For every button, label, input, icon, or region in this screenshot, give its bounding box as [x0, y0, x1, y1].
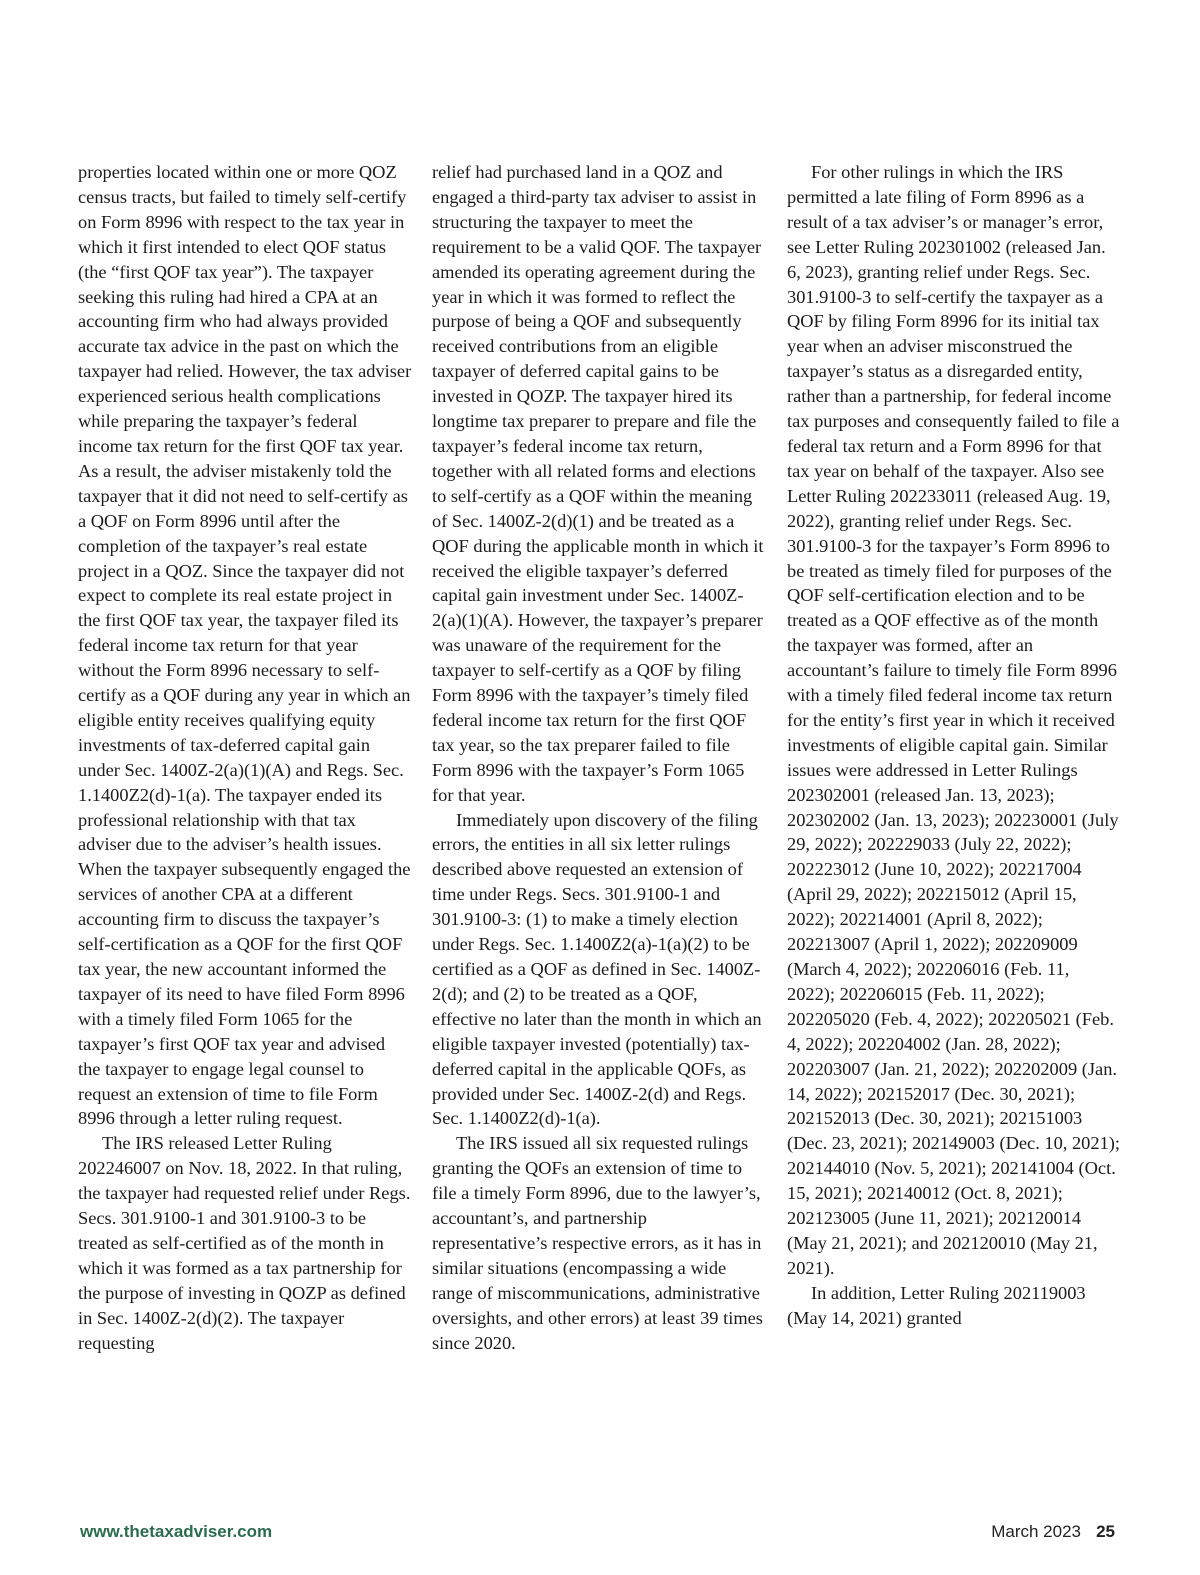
issue-date: March 2023: [991, 1522, 1081, 1541]
article-column-3: [787, 160, 1121, 1331]
body-paragraph: For other rulings in which the IRS permitted a late filing of Form 8996 as a result of a tax adviser’s or manager’s error, see Letter Ruling 202301002 (released Jan. 6, 2023), granting relief under Regs. Sec. 301.9100-3 to self-certify the taxpayer as a QOF by filing Form 8996 for its initial tax year when an adviser misconstrued the taxpayer’s status as a disregarded entity, rather than a partnership, for federal income tax purposes and consequently failed to file a federal tax return and a Form 8996 for that tax year on behalf of the taxpayer. Also see Letter Ruling 202233011 (released Aug. 19, 2022), granting relief under Regs. Sec. 301.9100-3 for the taxpayer’s Form 8996 to be treated as timely filed for purposes of the QOF self-certification election and to be treated as a QOF effective as of the month the taxpayer was formed, after an accountant’s failure to timely file Form 8996 with a timely filed federal income tax return for the entity’s first year in which it received investments of eligible capital gain. Similar issues were addressed in Letter Rulings 202302001 (released Jan. 13, 2023); 202302002 (Jan. 13, 2023); 202230001 (July 29, 2022); 202229033 (July 22, 2022); 202223012 (June 10, 2022); 202217004 (April 29, 2022); 202215012 (April 15, 2022); 202214001 (April 8, 2022); 202213007 (April 1, 2022); 202209009 (March 4, 2022); 202206016 (Feb. 11, 2022); 202206015 (Feb. 11, 2022); 202205020 (Feb. 4, 2022); 202205021 (Feb. 4, 2022); 202204002 (Jan. 28, 2022); 202203007 (Jan. 21, 2022); 202202009 (Jan. 14, 2022); 202152017 (Dec. 30, 2021); 202152013 (Dec. 30, 2021); 202151003 (Dec. 23, 2021); 202149003 (Dec. 10, 2021); 202144010 (Nov. 5, 2021); 202141004 (Oct. 15, 2021); 202140012 (Oct. 8, 2021); 202123005 (June 11, 2021); 202120014 (May 21, 2021); and 202120010 (May 21, 2021).: [787, 162, 1121, 1278]
page-number: 25: [1096, 1522, 1115, 1541]
body-paragraph: The IRS released Letter Ruling 202246007 on Nov. 18, 2022. In that ruling, the taxpayer had requested relief under Regs. Secs. 301.9100-1 and 301.9100-3 to be treated as self-certified as of the month in which it was formed as a tax partnership for the purpose of investing in QOZP as defined in Sec. 1400Z-2(d)(2). The taxpayer requesting: [78, 1133, 411, 1353]
body-paragraph: relief had purchased land in a QOZ and engaged a third-party tax adviser to assist in structuring the taxpayer to meet the requirement to be a valid QOF. The taxpayer amended its operating agreement during the year in which it was formed to reflect the purpose of being a QOF and subsequently received contributions from an eligible taxpayer of deferred capital gains to be invested in QOZP. The taxpayer hired its longtime tax preparer to prepare and file the taxpayer’s federal income tax return, together with all related forms and elections to self-certify as a QOF within the meaning of Sec. 1400Z-2(d)(1) and be treated as a QOF during the applicable month in which it received the eligible taxpayer’s deferred capital gain investment under Sec. 1400Z-2(a)(1)(A). However, the taxpayer’s preparer was unaware of the requirement for the taxpayer to self-certify as a QOF by filing Form 8996 with the taxpayer’s timely filed federal income tax return for the first QOF tax year, so the tax preparer failed to file Form 8996 with the taxpayer’s Form 1065 for that year.: [432, 162, 764, 805]
page-footer: [80, 1522, 1115, 1546]
body-paragraph: The IRS issued all six requested rulings granting the QOFs an extension of time to file a timely Form 8996, due to the lawyer’s, accountant’s, and partnership representative’s respective errors, as it has in similar situations (encompassing a wide range of miscommunications, administrative oversights, and other errors) at least 39 times since 2020.: [432, 1133, 763, 1353]
body-paragraph: In addition, Letter Ruling 202119003 (May 14, 2021) granted: [787, 1282, 1086, 1328]
website-link[interactable]: www.thetaxadviser.com: [80, 1522, 273, 1541]
body-paragraph: Immediately upon discovery of the filing errors, the entities in all six letter rulings described above requested an extension of time under Regs. Secs. 301.9100-1 and 301.9100-3: (1) to make a timely election under Regs. Sec. 1.1400Z2(a)-1(a)(2) to be certified as a QOF as defined in Sec. 1400Z-2(d); and (2) to be treated as a QOF, effective no later than the month in which an eligible taxpayer invested (potentially) tax-deferred capital in the applicable QOFs, as provided under Sec. 1400Z-2(d) and Regs. Sec. 1.1400Z2(d)-1(a).: [432, 809, 762, 1129]
article-column-2: [432, 160, 766, 1356]
article-column-1: [78, 160, 412, 1356]
body-paragraph: properties located within one or more QOZ census tracts, but failed to timely self-certify on Form 8996 with respect to the tax year in which it first intended to elect QOF status (the “first QOF tax year”). The taxpayer seeking this ruling had hired a CPA at an accounting firm who had always provided accurate tax advice in the past on which the taxpayer had relied. However, the tax adviser experienced serious health complications while preparing the taxpayer’s federal income tax return for the first QOF tax year. As a result, the adviser mistakenly told the taxpayer that it did not need to self-certify as a QOF on Form 8996 until after the completion of the taxpayer’s real estate project in a QOZ. Since the taxpayer did not expect to complete its real estate project in the first QOF tax year, the taxpayer filed its federal income tax return for that year without the Form 8996 necessary to self-certify as a QOF during any year in which an eligible entity receives qualifying equity investments of tax-deferred capital gain under Sec. 1400Z-2(a)(1)(A) and Regs. Sec. 1.1400Z2(d)-1(a). The taxpayer ended its professional relationship with that tax adviser due to the adviser’s health issues. When the taxpayer subsequently engaged the services of another CPA at a different accounting firm to discuss the taxpayer’s self-certification as a QOF for the first QOF tax year, the new accountant informed the taxpayer of its need to have filed Form 8996 with a timely filed Form 1065 for the taxpayer’s first QOF tax year and advised the taxpayer to engage legal counsel to request an extension of time to file Form 8996 through a letter ruling request.: [78, 162, 412, 1129]
